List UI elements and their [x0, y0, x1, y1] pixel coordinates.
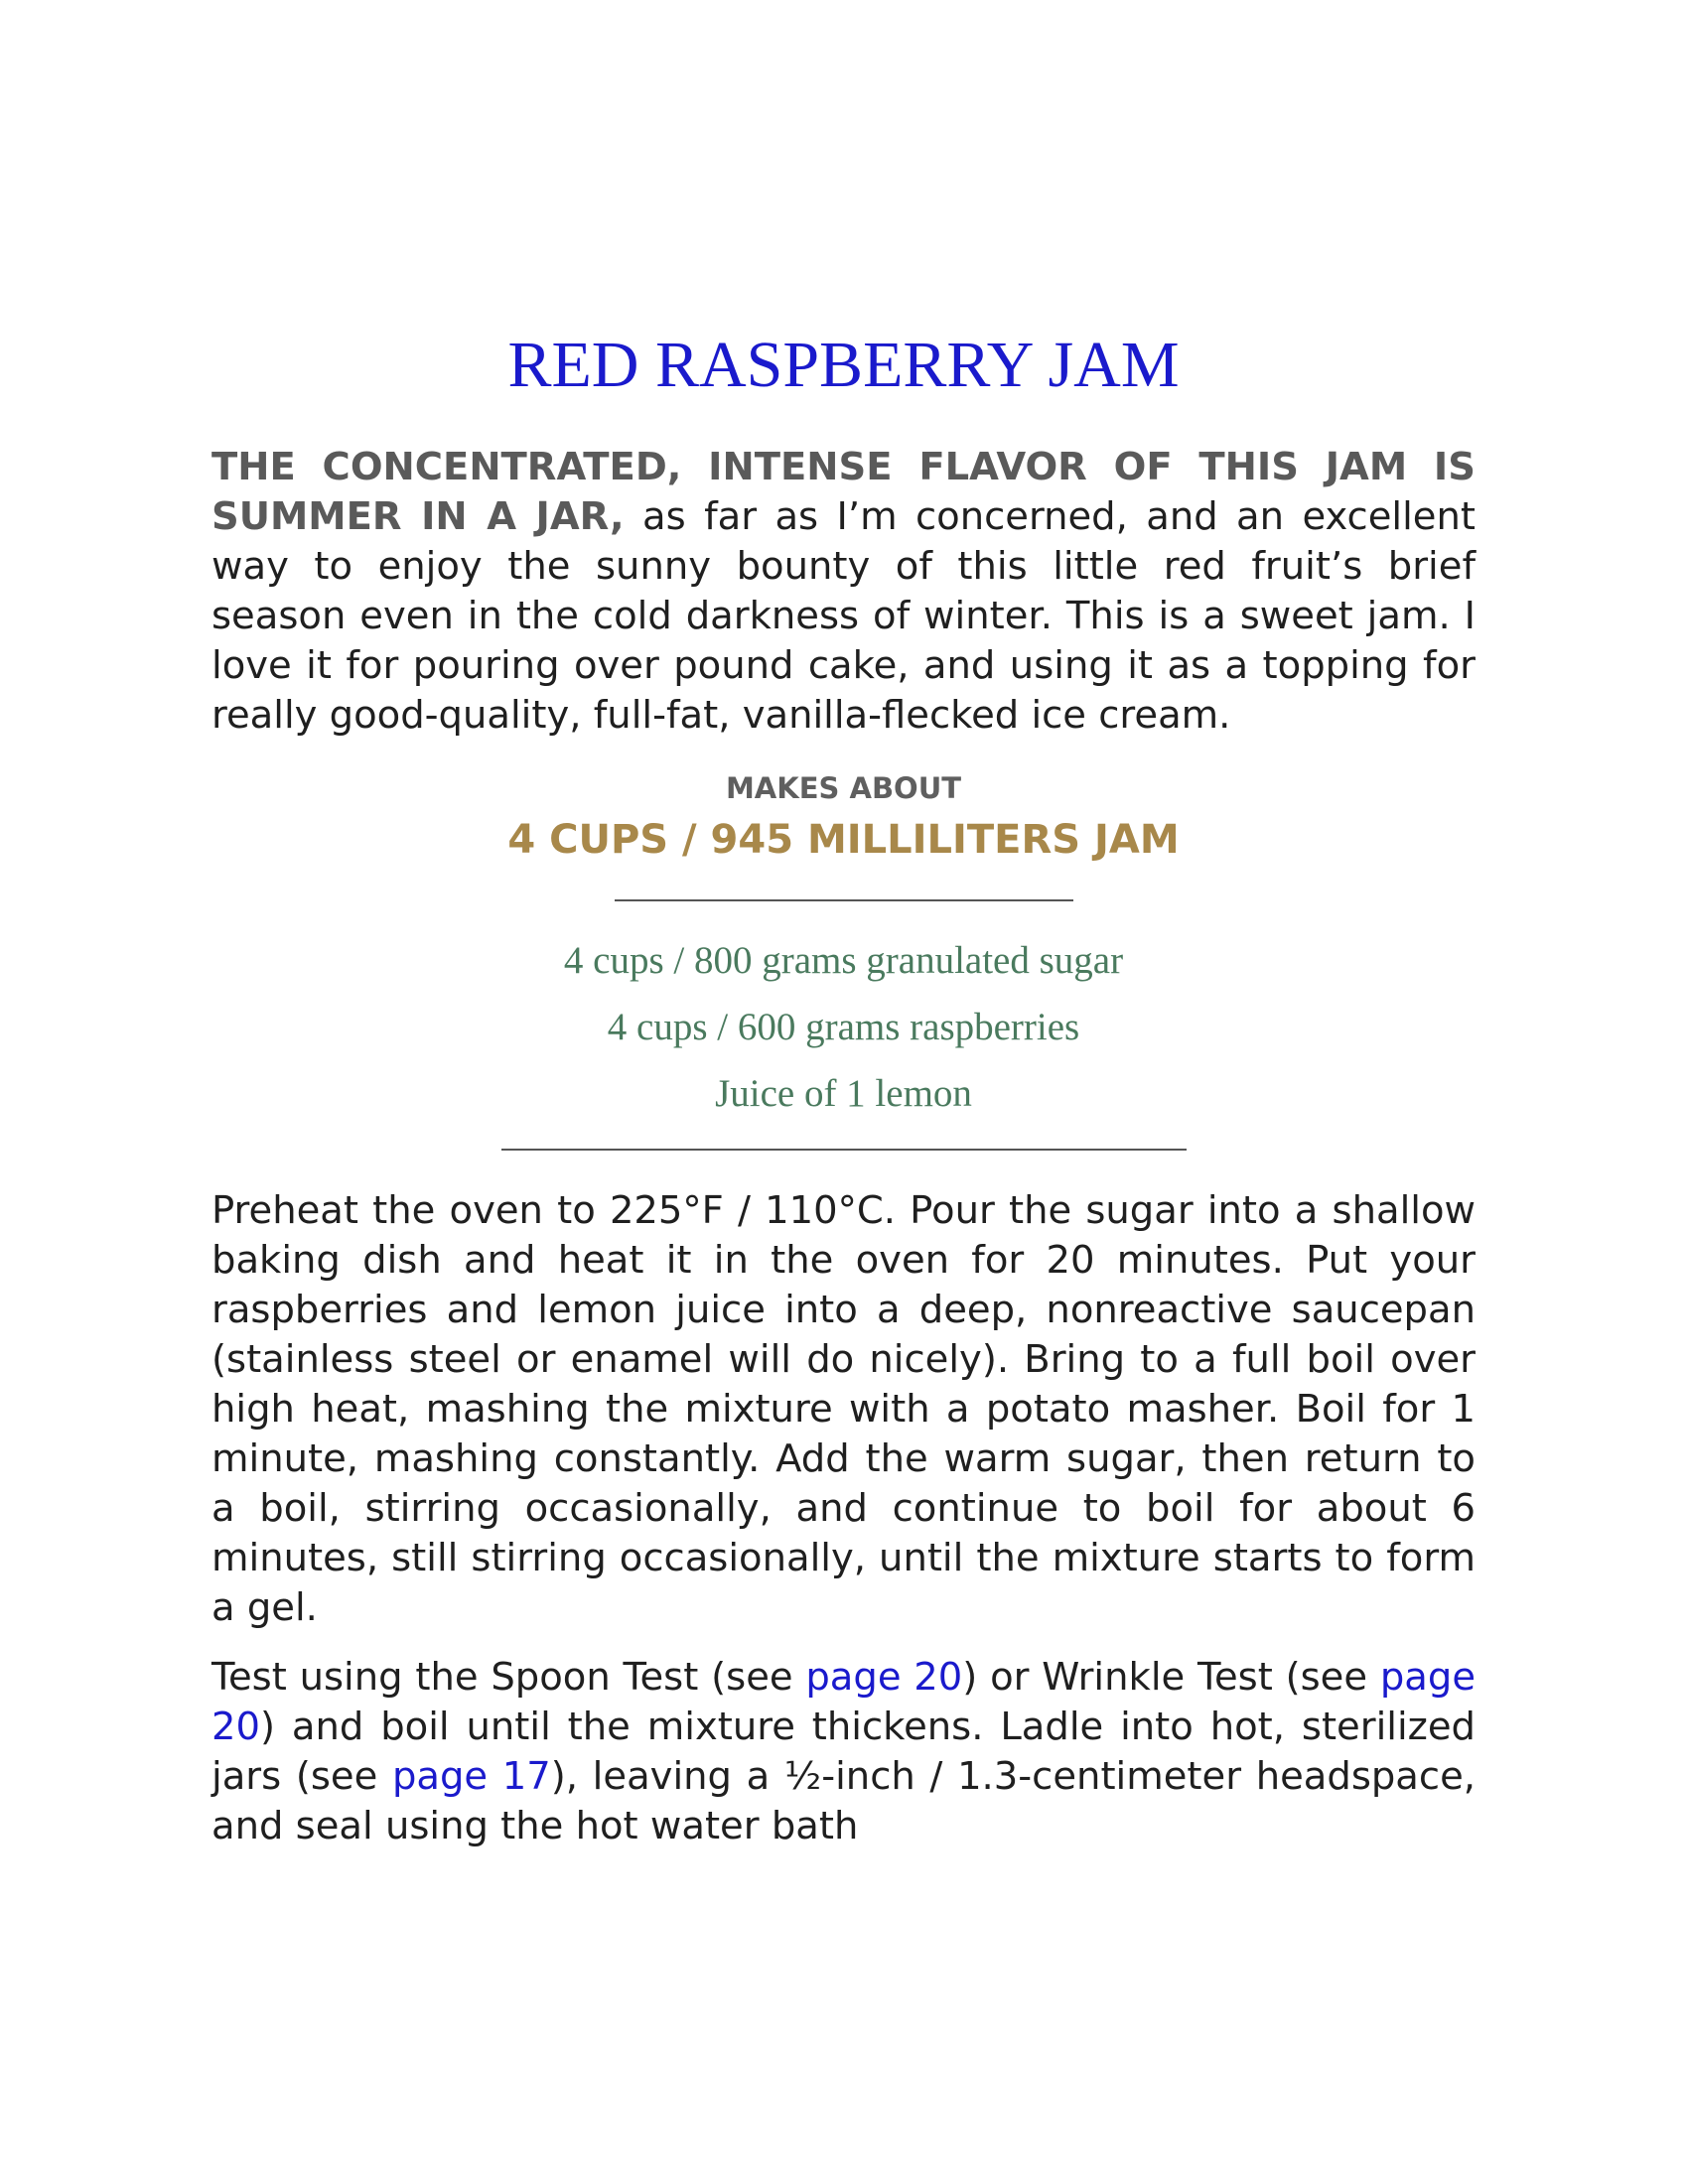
method-paragraph-2 — [211, 1653, 1476, 1851]
divider-bottom — [501, 1149, 1187, 1151]
method-paragraph-1: Preheat the oven to 225°F / 110°C. Pour the sugar into a shallow baking dish and heat it in the oven for 20 minutes. Put your raspberries and lemon juice into a deep, nonreactive saucepan (stainless steel or enamel will do nicely). Bring to a full boil over high heat, mashing the mixture with a potato masher. Boil for 1 minute, mashing constantly. Add the warm sugar, then return to a boil, stirring occasionally, and continue to boil for about 6 minutes, still stirring occasionally, until the mixture starts to form a gel. — [211, 1187, 1476, 1630]
ingredient-item: 4 cups / 600 grams raspberries — [607, 1005, 1080, 1048]
method-text: ), leaving a ½-inch / 1.3-centimeter headspace, and seal using the hot water bath — [211, 1753, 1476, 1848]
sterilized-jars-page-link[interactable]: page 17 — [391, 1753, 551, 1799]
yield-value: 4 CUPS / 945 MILLILITERS JAM — [507, 816, 1180, 863]
ingredient-item: 4 cups / 800 grams granulated sugar — [563, 938, 1124, 982]
recipe-title: RED RASPBERRY JAM — [507, 329, 1180, 401]
intro-text: as far as I’m concerned, and an excellent way to enjoy the sunny bounty of this little red fruit’s brief season even in the cold darkness of winter. This is a sweet jam. I love it for pouring over pound cake, and using it as a topping for really good-quality, full-fat, vanilla-flecked ice cream. — [211, 493, 1476, 738]
method-text: ) or Wrinkle Test (see — [962, 1654, 1380, 1700]
divider-top — [615, 899, 1073, 901]
yield-label: MAKES ABOUT — [725, 770, 962, 805]
intro-lead: THE CONCENTRATED, INTENSE FLAVOR OF THIS JAM IS SUMMER IN A JAR, — [211, 444, 1476, 539]
wrinkle-test-page-link[interactable]: page 20 — [211, 1654, 1476, 1749]
method-text: ) and boil until the mixture thickens. Ladle into hot, sterilized jars (see — [211, 1704, 1476, 1799]
ingredient-list — [211, 927, 1476, 1127]
recipe-page — [211, 328, 1476, 1851]
method-text: Test using the Spoon Test (see — [211, 1654, 806, 1700]
ingredient-item: Juice of 1 lemon — [715, 1071, 972, 1115]
spoon-test-page-link[interactable]: page 20 — [805, 1654, 963, 1700]
intro-paragraph — [211, 443, 1476, 741]
